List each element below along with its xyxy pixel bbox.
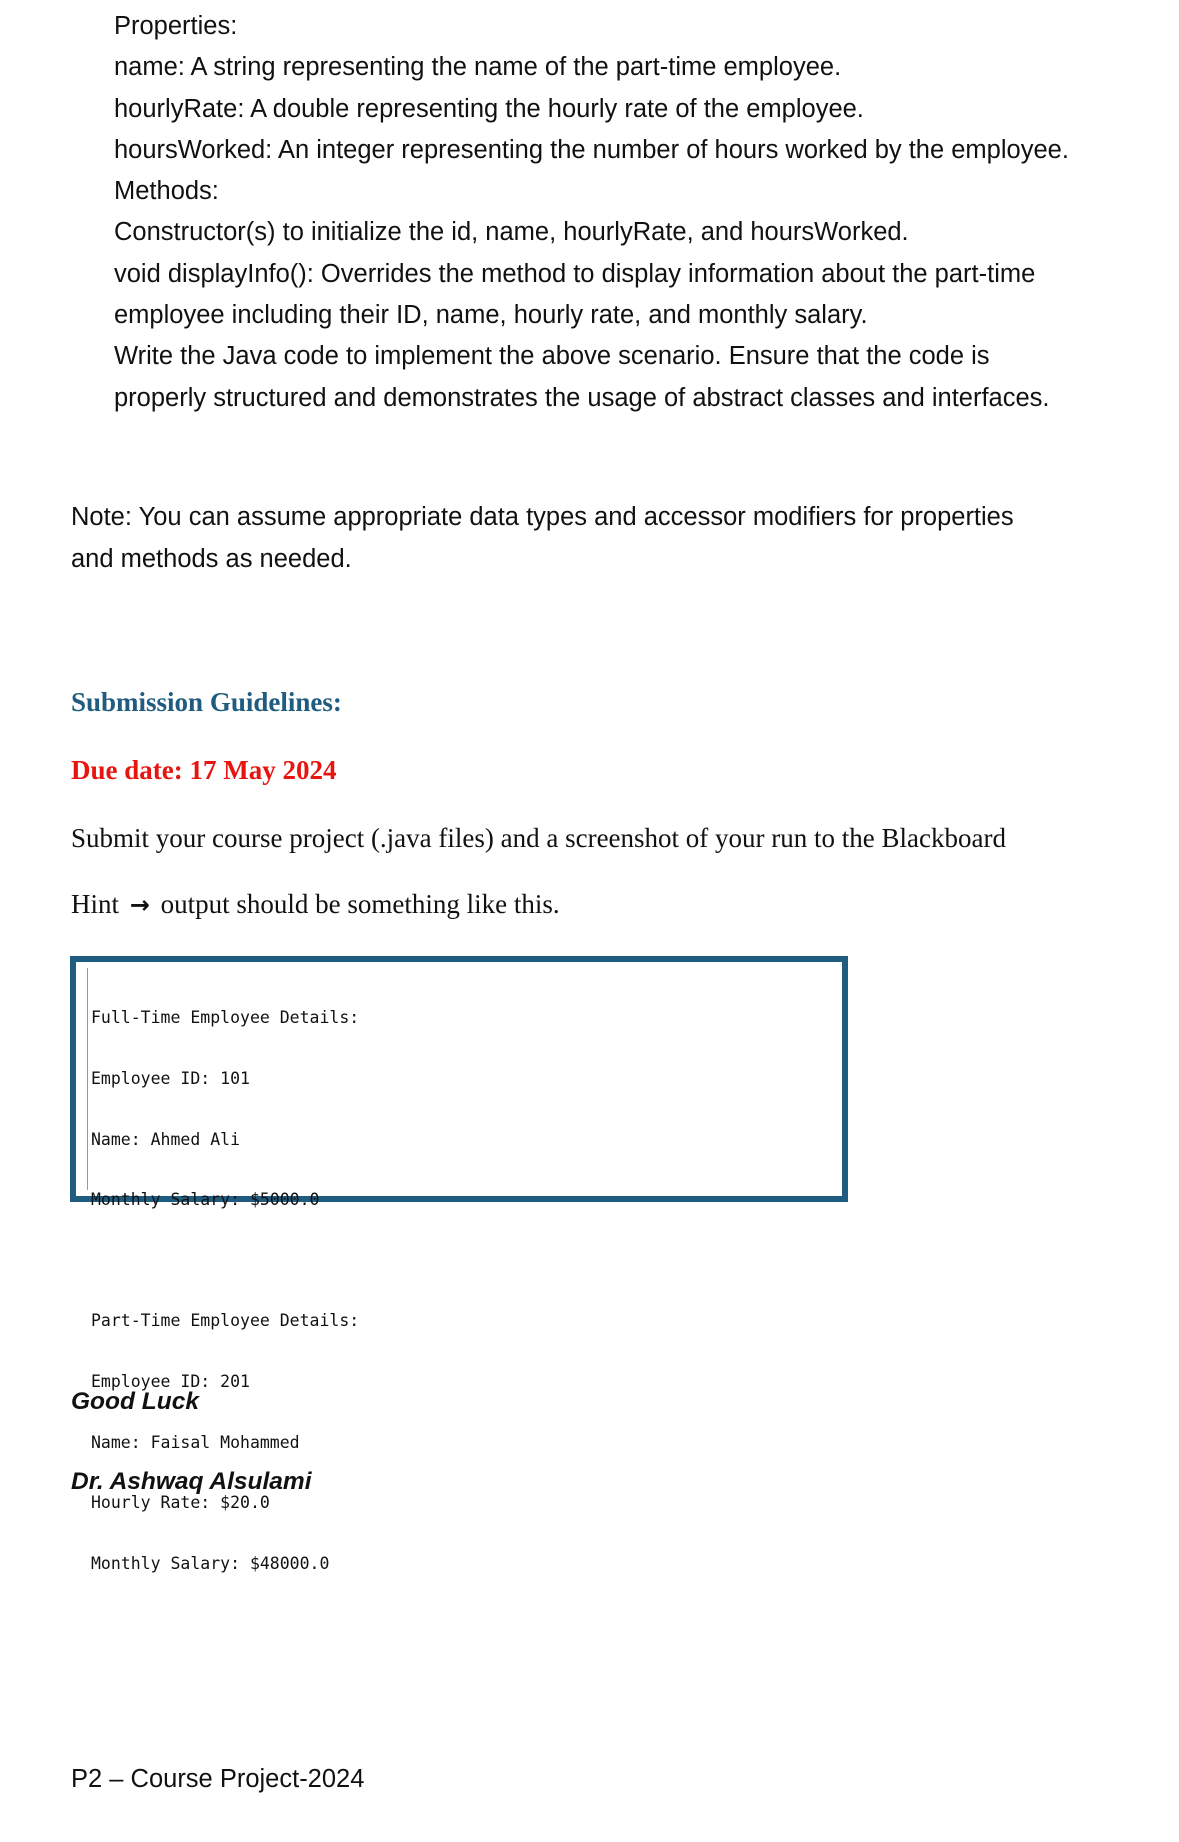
console-line: Full-Time Employee Details: <box>91 1008 360 1028</box>
console-line: Employee ID: 201 <box>91 1372 250 1392</box>
console-line: Employee ID: 101 <box>91 1069 250 1089</box>
note-paragraph <box>71 497 1151 580</box>
good-luck-text: Good Luck <box>71 1388 199 1415</box>
method-constructor: Constructor(s) to initialize the id, name, hourlyRate, and hoursWorked. <box>114 218 909 247</box>
properties-heading: Properties: <box>114 12 238 40</box>
note-line-1: Note: You can assume appropriate data types and accessor modifiers for properties <box>71 503 1014 531</box>
author-signature: Dr. Ashwaq Alsulami <box>71 1468 312 1495</box>
due-date: Due date: 17 May 2024 <box>71 755 337 785</box>
console-line: Monthly Salary: $5000.0 <box>91 1190 320 1210</box>
method-display-info: void displayInfo(): Overrides the method to display information about the part-time <box>114 259 1036 288</box>
hint-text: output should be something like this. <box>160 889 560 919</box>
submit-instructions: Submit your course project (.java files) and a screenshot of your run to the Blackboard <box>71 823 1006 853</box>
methods-heading: Methods: <box>114 177 219 206</box>
console-line: Hourly Rate: $20.0 <box>91 1493 270 1513</box>
property-hourly-rate: hourlyRate: A double representing the hourly rate of the employee. <box>114 94 864 123</box>
property-hours-worked: hoursWorked: An integer representing the number of hours worked by the employee. <box>114 135 1069 164</box>
hint-label: Hint <box>71 889 120 919</box>
instruction-line-2: properly structured and demonstrates the usage of abstract classes and interfaces. <box>114 383 1050 412</box>
method-display-info-cont: employee including their ID, name, hourly rate, and monthly salary. <box>114 301 868 330</box>
console-line: Name: Ahmed Ali <box>91 1129 241 1149</box>
submission-heading: Submission Guidelines: <box>71 687 342 717</box>
console-line: Monthly Salary: $48000.0 <box>91 1553 330 1573</box>
console-line: Name: Faisal Mohammed <box>91 1432 300 1452</box>
arrow-right-icon: → <box>129 891 150 919</box>
console-blank-line <box>91 1251 359 1271</box>
note-line-2: and methods as needed. <box>71 544 352 573</box>
console-text <box>91 968 359 1614</box>
instruction-line-1: Write the Java code to implement the above scenario. Ensure that the code is <box>114 342 990 371</box>
property-name: name: A string representing the name of the part-time employee. <box>114 53 842 82</box>
hint-line <box>71 886 560 923</box>
console-line: Part-Time Employee Details: <box>91 1311 360 1331</box>
page-footer: P2 – Course Project-2024 <box>71 1765 365 1793</box>
spec-block <box>114 6 1174 419</box>
